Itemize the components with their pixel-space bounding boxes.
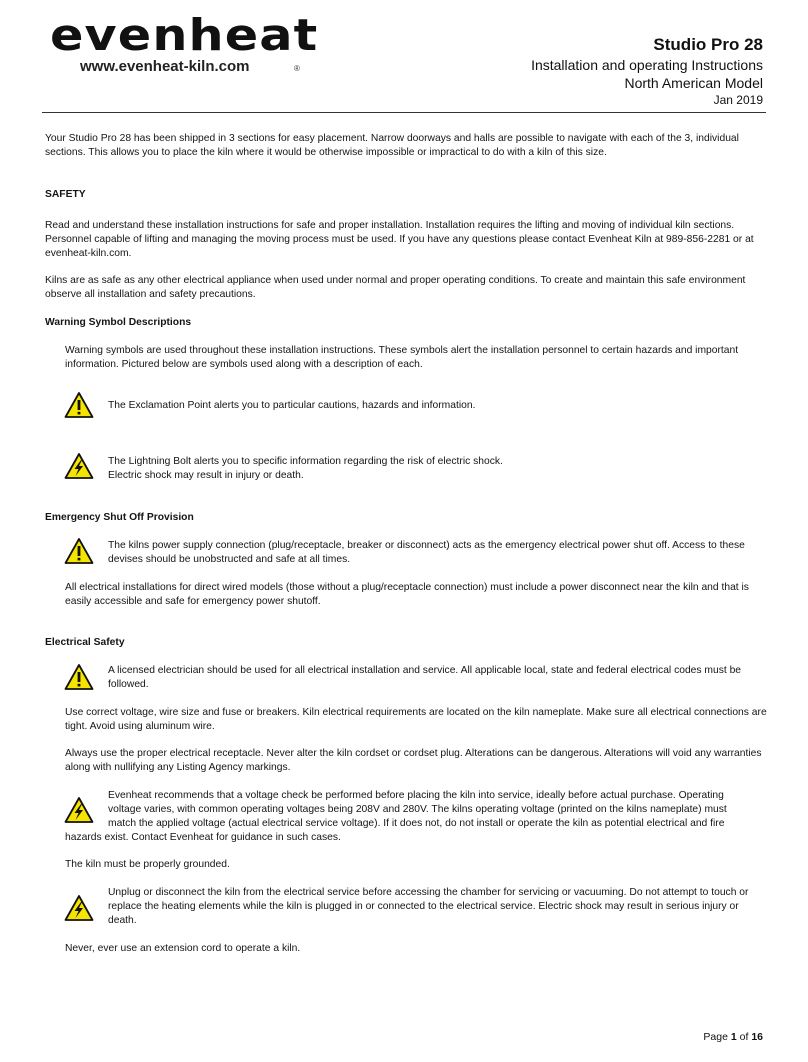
safety-heading: SAFETY	[45, 189, 86, 200]
electrical-paragraph-3: Always use the proper electrical receptacle. Never alter the kiln cordset or cordset plug. Alterations can be dangerous. Alterations will void any warranties along with nullifying any Listing Agency markings.	[65, 748, 762, 773]
electrical-paragraph-1: A licensed electrician should be used for all electrical installation and service. All applicable local, state and federal electrical codes must be followed.	[108, 665, 742, 690]
lightning-warning-icon	[64, 796, 94, 824]
header-rule	[42, 112, 766, 113]
safety-paragraph-1: Read and understand these installation instructions for safe and proper installation. Installation requires the lifting and moving of individual kiln sections. Personnel capable of lifting and managing the moving process must be used. If you have any questions please contact Evenheat Kiln at 989-856-2281 or at evenheat-kiln.com.	[45, 220, 754, 259]
safety-paragraph-2: Kilns are as safe as any other electrical appliance when used under normal and proper operating conditions. To create and maintain this safe environment observe all installation and safety precautions.	[45, 275, 746, 300]
electrical-paragraph-4-line-1: Evenheat recommends that a voltage check be performed before placing the kiln into service, ideally before actual purchase. Operating	[108, 790, 724, 801]
document-date: Jan 2019	[713, 93, 763, 107]
electrical-paragraph-2: Use correct voltage, wire size and fuse or breakers. Kiln electrical requirements are located on the kiln nameplate. Make sure all electrical connections are tight. Avoid using aluminum wire.	[65, 707, 767, 732]
page-number	[703, 1031, 763, 1043]
document-model: North American Model	[624, 75, 763, 91]
logo-url: www.evenheat-kiln.com	[80, 58, 250, 75]
lightning-description-2: Electric shock may result in injury or death.	[108, 470, 304, 481]
electrical-paragraph-6: Unplug or disconnect the kiln from the electrical service before accessing the chamber for servicing or vacuuming. Do not attempt to touch or replace the heating elements while the kiln is plugged in or connected to the electrical service. Electric shock may result in serious injury or death.	[108, 887, 749, 926]
electrical-paragraph-4-line-3: match the applied voltage (actual electrical service voltage). If it does not, do not install or operate the kiln as potential electrical and fire	[108, 818, 725, 829]
document-header	[403, 34, 763, 108]
page-label: Page	[703, 1031, 731, 1043]
electrical-paragraph-7: Never, ever use an extension cord to operate a kiln.	[65, 943, 301, 954]
total-pages: 16	[751, 1031, 763, 1043]
lightning-description-1: The Lightning Bolt alerts you to specific information regarding the risk of electric shock.	[108, 456, 503, 467]
evenheat-logo	[50, 10, 319, 76]
exclamation-warning-icon	[64, 537, 94, 565]
electrical-paragraph-4-line-2: voltage varies, with common operating voltages being 208V and 280V. The kilns operating voltage (printed on the kilns nameplate) must	[108, 804, 727, 815]
warning-symbols-intro: Warning symbols are used throughout these installation instructions. These symbols alert the installation personnel to certain hazards and important information. Pictured below are symbols used along with a description of each.	[65, 345, 739, 370]
warning-symbols-heading: Warning Symbol Descriptions	[45, 317, 192, 328]
exclamation-description: The Exclamation Point alerts you to particular cautions, hazards and information.	[108, 400, 476, 411]
electrical-heading: Electrical Safety	[45, 637, 125, 648]
lightning-warning-icon	[64, 452, 94, 480]
emergency-paragraph-2: All electrical installations for direct wired models (those without a plug/receptacle connection) must include a power disconnect near the kiln and that is easily accessible and safe for emergency power shutoff.	[65, 582, 749, 607]
of-label: of	[736, 1031, 752, 1043]
electrical-paragraph-4-line-4: hazards exist. Contact Evenheat for guidance in such cases.	[65, 832, 341, 843]
registered-mark: ®	[294, 64, 300, 73]
logo-wordmark: evenheat	[50, 10, 319, 61]
emergency-heading: Emergency Shut Off Provision	[45, 512, 194, 523]
exclamation-warning-icon	[64, 391, 94, 419]
lightning-warning-icon	[64, 894, 94, 922]
electrical-paragraph-5: The kiln must be properly grounded.	[65, 859, 230, 870]
document-subtitle: Installation and operating Instructions	[531, 57, 763, 73]
exclamation-warning-icon	[64, 663, 94, 691]
current-page: 1	[730, 1031, 737, 1043]
emergency-paragraph-1: The kilns power supply connection (plug/receptacle, breaker or disconnect) acts as the emergency electrical power shut off. Access to these devises should be unobstructed and safe at all times.	[108, 540, 745, 565]
intro-paragraph: Your Studio Pro 28 has been shipped in 3 sections for easy placement. Narrow doorways and halls are possible to navigate with each of the 3, individual sections. This allows you to place the kiln where it would be otherwise impossible or impractical to do with a kiln of this size.	[45, 133, 739, 158]
document-title: Studio Pro 28	[653, 35, 763, 54]
